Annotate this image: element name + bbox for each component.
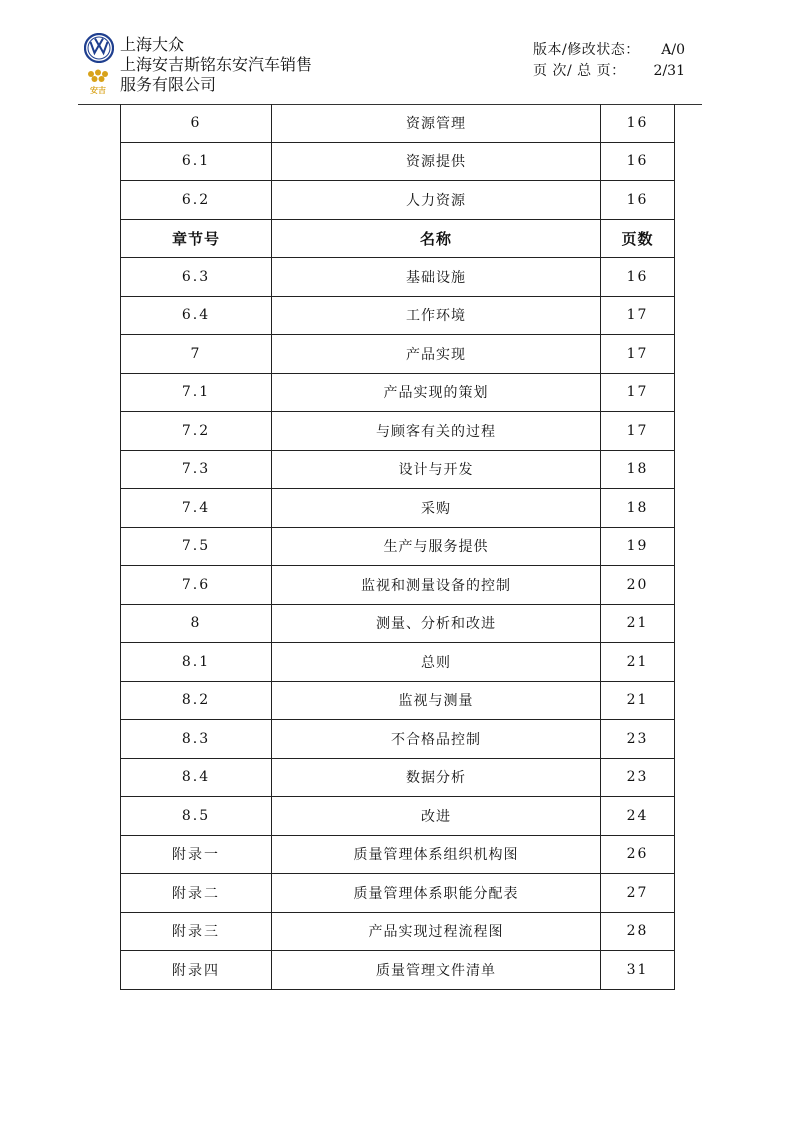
- name-cell: 资源管理: [272, 104, 601, 142]
- page-cell: 23: [601, 758, 675, 797]
- vw-logo-icon: [84, 33, 114, 63]
- document-meta: [533, 40, 685, 82]
- page-cell: 17: [601, 335, 675, 374]
- table-row: [121, 835, 675, 874]
- section-cell: 附录三: [121, 912, 272, 951]
- company-name: [120, 35, 312, 95]
- table-row: [121, 643, 675, 682]
- anji-logo-text: 安吉: [90, 86, 106, 95]
- table-row: [121, 604, 675, 643]
- table-row: [121, 720, 675, 759]
- version-label: 版本/修改状态：: [533, 42, 640, 58]
- name-cell: 监视与测量: [272, 681, 601, 720]
- section-cell: 6.2: [121, 181, 272, 220]
- section-cell: 7.4: [121, 489, 272, 528]
- page-cell: 页数: [601, 219, 675, 258]
- section-cell: 7.5: [121, 527, 272, 566]
- section-cell: 章节号: [121, 219, 272, 258]
- page-cell: 20: [601, 566, 675, 605]
- name-cell: 产品实现的策划: [272, 373, 601, 412]
- toc-body: [121, 104, 675, 989]
- page-cell: 18: [601, 489, 675, 528]
- section-cell: 8.3: [121, 720, 272, 759]
- page-cell: 21: [601, 643, 675, 682]
- page-cell: 17: [601, 373, 675, 412]
- name-cell: 产品实现: [272, 335, 601, 374]
- section-cell: 7.2: [121, 412, 272, 451]
- page-cell: 31: [601, 951, 675, 990]
- section-cell: 7.3: [121, 450, 272, 489]
- name-cell: 设计与开发: [272, 450, 601, 489]
- name-cell: 监视和测量设备的控制: [272, 566, 601, 605]
- page-cell: 17: [601, 296, 675, 335]
- table-row: [121, 181, 675, 220]
- table-row: [121, 527, 675, 566]
- name-cell: 资源提供: [272, 142, 601, 181]
- page-header: [0, 0, 794, 104]
- section-cell: 6.1: [121, 142, 272, 181]
- name-cell: 基础设施: [272, 258, 601, 297]
- company-line-1: 上海大众: [120, 35, 185, 54]
- page-cell: 26: [601, 835, 675, 874]
- page-cell: 28: [601, 912, 675, 951]
- toc-table: [120, 104, 675, 990]
- section-cell: 附录一: [121, 835, 272, 874]
- page-cell: 16: [601, 104, 675, 142]
- page-value: 2/31: [653, 63, 685, 79]
- table-row: [121, 912, 675, 951]
- name-cell: 生产与服务提供: [272, 527, 601, 566]
- table-row: [121, 450, 675, 489]
- page-cell: 27: [601, 874, 675, 913]
- table-row: [121, 335, 675, 374]
- name-cell: 采购: [272, 489, 601, 528]
- section-cell: 7: [121, 335, 272, 374]
- table-row: [121, 142, 675, 181]
- section-cell: 6: [121, 104, 272, 142]
- section-cell: 8: [121, 604, 272, 643]
- table-row: [121, 681, 675, 720]
- company-line-2: 上海安吉斯铭东安汽车销售: [120, 55, 313, 74]
- table-row: [121, 104, 675, 142]
- page-cell: 18: [601, 450, 675, 489]
- page-label: 页 次/ 总 页：: [533, 63, 626, 79]
- section-cell: 8.1: [121, 643, 272, 682]
- section-cell: 附录二: [121, 874, 272, 913]
- name-cell: 总则: [272, 643, 601, 682]
- page-cell: 19: [601, 527, 675, 566]
- table-row: [121, 797, 675, 836]
- name-cell: 工作环境: [272, 296, 601, 335]
- section-cell: 8.5: [121, 797, 272, 836]
- table-row: [121, 566, 675, 605]
- section-cell: 6.3: [121, 258, 272, 297]
- name-cell: 人力资源: [272, 181, 601, 220]
- section-cell: 8.2: [121, 681, 272, 720]
- name-cell: 与顾客有关的过程: [272, 412, 601, 451]
- page-cell: 21: [601, 604, 675, 643]
- name-cell: 数据分析: [272, 758, 601, 797]
- table-row: [121, 489, 675, 528]
- page-cell: 16: [601, 258, 675, 297]
- table-row: [121, 412, 675, 451]
- page-cell: 23: [601, 720, 675, 759]
- page-cell: 16: [601, 181, 675, 220]
- table-row: [121, 258, 675, 297]
- name-cell: 名称: [272, 219, 601, 258]
- name-cell: 质量管理体系组织机构图: [272, 835, 601, 874]
- table-header-row: [121, 219, 675, 258]
- table-row: [121, 373, 675, 412]
- table-row: [121, 758, 675, 797]
- name-cell: 产品实现过程流程图: [272, 912, 601, 951]
- name-cell: 改进: [272, 797, 601, 836]
- name-cell: 质量管理文件清单: [272, 951, 601, 990]
- company-line-3: 服务有限公司: [120, 75, 217, 94]
- table-row: [121, 874, 675, 913]
- section-cell: 8.4: [121, 758, 272, 797]
- section-cell: 附录四: [121, 951, 272, 990]
- name-cell: 质量管理体系职能分配表: [272, 874, 601, 913]
- section-cell: 7.1: [121, 373, 272, 412]
- table-row: [121, 296, 675, 335]
- table-row: [121, 951, 675, 990]
- page-cell: 21: [601, 681, 675, 720]
- page-cell: 16: [601, 142, 675, 181]
- section-cell: 6.4: [121, 296, 272, 335]
- name-cell: 测量、分析和改进: [272, 604, 601, 643]
- page-cell: 24: [601, 797, 675, 836]
- name-cell: 不合格品控制: [272, 720, 601, 759]
- version-value: A/0: [661, 42, 685, 58]
- anji-logo-icon: [84, 68, 112, 96]
- section-cell: 7.6: [121, 566, 272, 605]
- page-cell: 17: [601, 412, 675, 451]
